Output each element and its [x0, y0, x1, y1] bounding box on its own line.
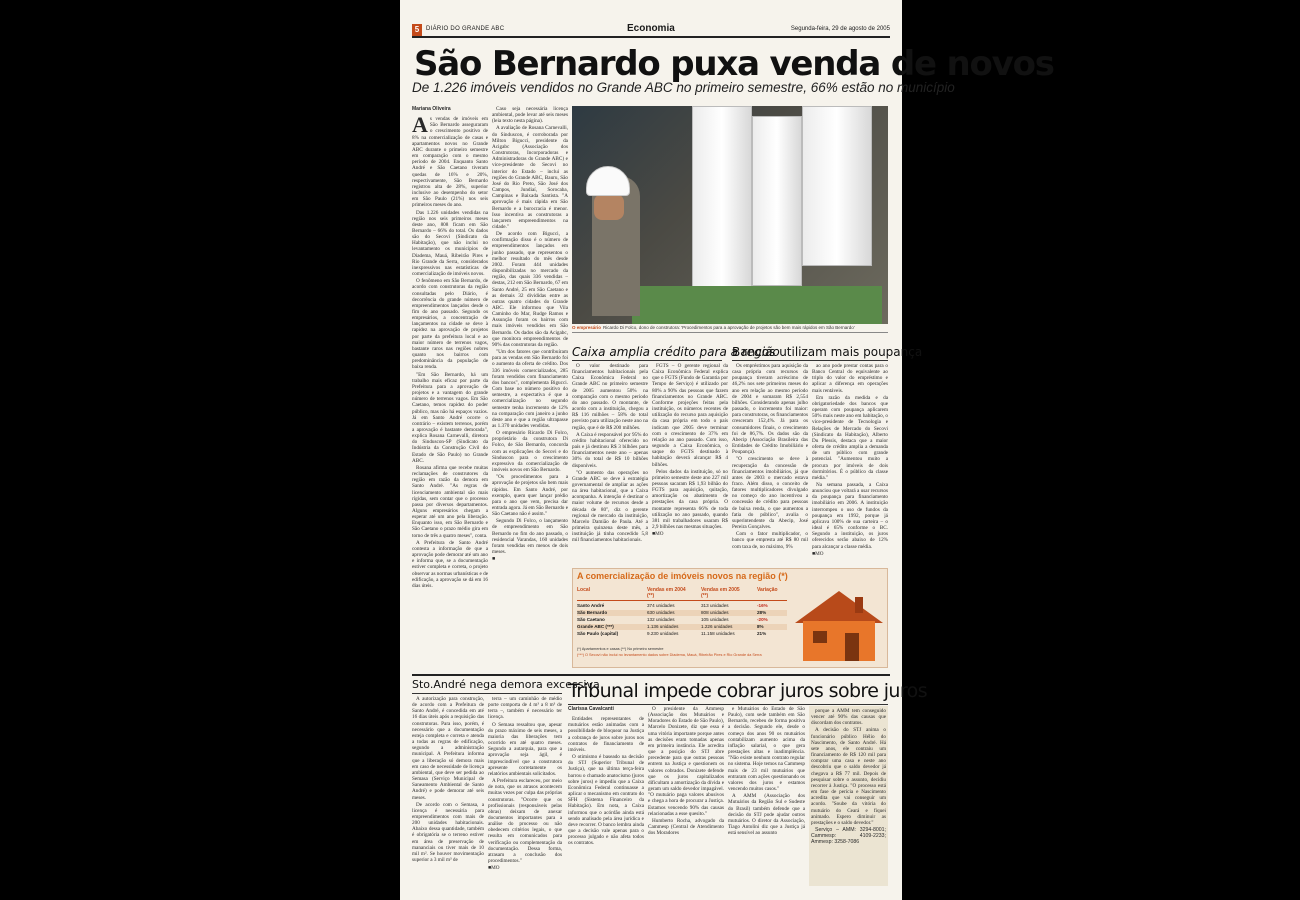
- end-mark: ■MO: [812, 550, 824, 557]
- credit-story-col1: [572, 363, 648, 565]
- santo-andre-paragraph: De acordo com o Semasa, a licença é necessária para empreendimentos com mais de 200 unidades habitacionais. Abaixo dessa quantidade, também é obrigatória se o terreno estiver em área de preservação de mananciais ou tiver mais de 10 mil m². Se houver movimentação superior a 3 mil m³ de: [412, 801, 484, 864]
- row-variation: -16%: [757, 603, 768, 608]
- juros-paragraph: Humberto Rocha, advogado da Cammesp (Central de Atendimento dos Moradores: [648, 817, 724, 837]
- row-value-2005: 105 unidades: [701, 617, 729, 622]
- row-variation: 21%: [757, 631, 767, 636]
- model-tower: [752, 116, 802, 286]
- page-header: [412, 24, 890, 38]
- model-tower: [692, 106, 752, 296]
- end-mark: ■: [492, 556, 496, 563]
- bank-paragraph: Os empréstimos para aquisição da casa própria com recursos da poupança tiveram acréscimo de 46,2% nos sete primeiros meses do ano em relação ao mesmo período de 2004 e somaram R$ 2,554 bilhões. Considerando apenas julho passado, o incremento foi maior: para construtoras, os financiamentos cresceram 152,4%. Já para os consumidores finais, o crescimento foi de 86,7%. Os dados são da Abecip (Associação Brasileira das Entidades de Crédito Imobiliário e Poupança).: [732, 363, 808, 456]
- row-local: São Paulo (capital): [577, 631, 619, 636]
- col-header-variation: Variação: [757, 587, 778, 593]
- juros-byline: Clarissa Cavalcanti: [568, 706, 614, 712]
- caption-rule: [572, 332, 888, 333]
- row-local: São Caetano: [577, 617, 605, 622]
- juros-paragraph: O otimismo é baseado na decisão do STJ (Superior Tribunal de Justiça), que na última terça-feira barrou o chamado anatocismo (juros sobre juros) e impediu que a Caixa Econômica Federal continuasse a aplicar o mecanismo em contrato do SFH (Sistema Financeiro da Habitação). Em nota, a Caixa informou que o acórdão ainda está sendo analisado pela área jurídica e deve recorrer. O banco lembra ainda que a decisão vale apenas para o processo julgado e não afeta todos os contratos.: [568, 754, 644, 847]
- santo-andre-paragraph: O Semasa ressaltou que, apesar do prazo máximo de seis meses, a maioria das liberações tem ocorrido em até quatro meses. Segundo a autarquia, para que a aprovação seja ágil, é imprescindível que a construtora apresente corretamente os relatórios ambientais solicitados.: [488, 721, 562, 777]
- bank-story-title: Bancos utilizam mais poupança: [732, 345, 923, 359]
- santo-andre-rule: [412, 693, 562, 694]
- juros-paragraph: porque a AMM tem conseguido vencer até 90% das causas que discordam dos contratos.: [811, 708, 886, 727]
- main-subheadline: De 1.226 imóveis vendidos no Grande ABC no primeiro semestre, 66% estão no município: [412, 80, 955, 95]
- col-header-local: Local: [577, 587, 591, 593]
- main-byline: Mariana Oliveira: [412, 106, 451, 112]
- juros-paragraph: Entidades representantes de mutuários estão animadas com a possibilidade de bloquear na Justiça a cobrança de juros sobre juros nos contratos de financiamento de imóveis.: [568, 716, 644, 753]
- juros-paragraph: O presidente da Ammesp (Associação dos Mutuários e Moradores do Estado de São Paulo), Marcelo Donizete, diz que essa é uma vitória importante porque antes as decisões eram tomadas apenas em primeira instância. Ele acredita que a posição do STJ abre precedente para que outras pessoas entrem na Justiça e questionem os valores cobrados. Donizete defende que os juros capitalizados dificultam a amortização da dívida e geram um saldo devedor impagável. "O mutuário paga valores abusivos e chega a hora de procurar a Justiça. Estamos vencendo 90% das causas relacionadas a esse quesito.": [648, 706, 724, 817]
- main-paragraph: s vendas de imóveis em São Bernardo asseguraram o crescimento positivo de 8% na comercialização de casas e apartamentos novos no Grande ABC durante o primeiro semestre em comparação com o mesmo período de 2004. Enquanto Santo André e São Caetano tiveram quedas de 16% e 20%, respectivamente, São Bernardo registrou alta de 28%, superior inclusive ao desempenho do setor em São Paulo (21%) nos seis primeiros meses do ano.: [412, 116, 488, 209]
- main-story-col1: [412, 106, 488, 684]
- section-divider: [412, 674, 890, 676]
- santo-andre-title: Sto.André nega demora excessiva: [412, 678, 600, 691]
- main-paragraph: "Em São Bernardo, há um trabalho mais eficaz por parte da Prefeitura para a aprovação de projetos e a vantagem do grande número de terrenos vagos. Em São Caetano, temos rapidez do poder público, mas não há espaços vazios. Já em Santo André ocorre o contrário – existem terrenos, porém a aprovação é bastante demorada", explica Rosana Carnevalli, diretora do Sinduscon-SP (Sindicato da Indústria da Construção Civil do Estado de São Paulo) no Grande ABC.: [412, 371, 488, 464]
- col-header-2004: Vendas em 2004 (**): [647, 587, 686, 599]
- table-row: [577, 631, 787, 637]
- credit-paragraph: Pelos dados da instituição, só no primeiro semestre deste ano 227 mil pessoas sacaram R$ 1,93 bilhão do FGTS para aquisição, quitação, amortização ou abatimento de prestações da casa própria. O montante representa 66% de toda utilização no ano passado, quando 381 mil trabalhadores usaram R$ 2,9 bilhões nas mesmas situações.: [652, 468, 728, 531]
- bank-paragraph: ao ano pode prestar contas para o Banco Central do equivalente ao triplo do valor do empréstimo e aplicar a diferença em operações mais rentáveis.: [812, 363, 888, 394]
- main-paragraph: De acordo com Bigucci, a confirmação disso é o número de empreendimentos lançados em junho passado, que representou o melhor resultado do mês desde 2002. Foram 444 unidades disponibilizadas no mercado da região, das quais 336 vendidas – destas, 212 em São Bernardo, 67 em Santo André, 25 em São Caetano e as demais 32 divididas entre as outras quatro cidades do Grande ABC. Ele informou que Vila Caminho do Mar, Rudge Ramos e Assunção foram os bairros com mais imóveis vendidos em São Bernardo. Os dados são da Acigabc, que monitora empreendimentos de 90% das construtoras da região.: [492, 231, 568, 348]
- person-face: [594, 194, 624, 220]
- credit-paragraph: O valor destinado para financiamentos habitacionais pela Caixa Econômica Federal no Grande ABC no primeiro semestre de 2005 aumentou 50% na comparação com o mesmo período do ano passado. O montante, de acordo com a instituição, chegou a R$ 116 milhões – 58% do total previsto para utilização neste ano na região, que é de R$ 200 milhões.: [572, 363, 648, 431]
- main-paragraph: "Os procedimentos para a aprovação de projetos são bem mais rápidos. Em Santo André, por exemplo, quem quer lançar prédio para o ano que vem, precisa dar entrada agora. Já em São Bernardo e São Caetano não é assim.": [492, 474, 568, 518]
- end-mark: ■MO: [488, 865, 500, 872]
- main-paragraph: A avaliação de Rosana Carnevalli, do Sinduscon, é corroborada por Milton Bigucci, presidente da Acigabc (Associação dos Construtoras, Incorporadoras e Administradoras do Grande ABC) e vice-presidente do Secovi no interior do Estado – inclui as regiões do Grande ABC, Bauru, São José do Rio Preto, São José dos Campos, Jundiaí, Sorocaba, Campinas e Baixada Santista. "A aprovação é mais rápida em São Bernardo e a burocracia é menor. Isso incentiva as construtoras a lançarem empreendimentos na cidade.": [492, 125, 568, 230]
- drop-cap: A: [412, 112, 428, 138]
- row-variation: 8%: [757, 624, 764, 629]
- model-tower: [802, 106, 872, 266]
- row-value-2004: 374 unidades: [647, 603, 675, 608]
- section-name: Economia: [627, 23, 675, 34]
- bank-title-rule: [732, 360, 888, 361]
- table-title: A comercialização de imóveis novos na região (*): [577, 571, 788, 581]
- juros-title: Tribunal impede cobrar juros sobre juros: [568, 680, 927, 702]
- issue-date: Segunda-feira, 29 de agosto de 2005: [790, 26, 890, 32]
- row-value-2004: 132 unidades: [647, 617, 675, 622]
- santo-andre-col2: [488, 696, 562, 890]
- bank-paragraph: Em razão da medida e da obrigatoriedade dos bancos que operam com poupança aplicarem 50% mais neste ano em habitação, o vice-presidente de Tecnologia e Relações de Mercado do Secovi (Sindicato da Habitação), Alberto Du Plessis, destaca que a maior oferta de crédito amplia a demanda de um público com grande potencial. "Aumentou muito a procura por imóveis de dois dormitórios. É o público da classe média.": [812, 394, 888, 481]
- row-local: São Bernardo: [577, 610, 608, 615]
- main-paragraph: Caso seja necessária licença ambiental, pode levar até seis meses (leia texto nesta página).: [492, 106, 568, 125]
- row-value-2005: 11.158 unidades: [701, 631, 735, 636]
- table-header: [577, 587, 787, 601]
- house-window: [813, 631, 827, 643]
- row-value-2005: 808 unidades: [701, 610, 729, 615]
- main-paragraph: A Prefeitura de Santo André contesta a informação de que a aprovação pode demorar até um ano e informa que, se a documentação estiver completa e correta, o projeto observar as normas urbanísticas e de edificação, a aprovação se dá em 16 dias úteis.: [412, 539, 488, 589]
- end-mark: ■MO: [652, 531, 664, 538]
- row-local: Santo André: [577, 603, 605, 608]
- row-variation: -20%: [757, 617, 768, 622]
- bank-story-col1: [732, 363, 808, 565]
- table-note: (*) Apartamentos e casas (**) No primeiro semestre: [577, 647, 664, 651]
- main-story-col2: [492, 106, 568, 670]
- row-value-2005: 313 unidades: [701, 603, 729, 608]
- table-row: [577, 603, 787, 609]
- caption-label: O empresário: [572, 325, 602, 330]
- photo-caption: [572, 325, 888, 330]
- table-row: [577, 624, 787, 630]
- col-header-2005: Vendas em 2005 (**): [701, 587, 740, 599]
- row-value-2004: 1.136 unidades: [647, 624, 679, 629]
- juros-col2: [648, 706, 724, 890]
- bank-paragraph: Com o fator multiplicador, o banco que empresta até R$ 80 mil com taxa de, no máximo, 9%: [732, 531, 808, 550]
- santo-andre-paragraph: A autorização para construção, de acordo com a Prefeitura de Santo André, é concedida em até 16 dias úteis após a requisição das construtoras. Para isso, porém, é necessário que a documentação esteja completa e correta e atenda a todas as regras de edificação, segundo a administração municipal. A Prefeitura informa que a liberação só demora mais em caso de necessidade de licença ambiental, que deve ser pedida ao Semasa (Serviço Municipal de Saneamento Ambiental de Santo André) e pode demorar até seis meses.: [412, 696, 484, 801]
- juros-paragraph: A AMM (Associação dos Mutuários da Região Sul e Sudeste do Brasil) também defende que a decisão do STJ pode ajudar outros mutuários. O diretor da Associação, Tiago Antolini diz que a Justiça já está sensível ao assunto: [728, 793, 805, 837]
- juros-rule: [568, 704, 888, 705]
- page-number: 5: [412, 24, 422, 36]
- sales-table-box: [572, 568, 888, 668]
- main-paragraph: O empresário Ricardo Di Folco, proprietário da construtora Di Folco, de São Bernardo, concorda com as explicações do Secovi e do Sinduscon para o crescimento expressivo da comercialização de imóveis novos em São Bernardo.: [492, 430, 568, 474]
- main-paragraph: O fenômeno em São Bernardo, de acordo com construtoras da região consultadas pelo Diário, é decorrência do grande número de empreendimentos lançados desde o fim do ano passado. Segundo os empresários, a concentração de lançamentos na cidade se deve à rapidez na aprovação de projetos por parte da prefeitura local e ao maior número de terrenos vagos, bastante raros nas regiões nobres quanto nos bairros com predominância da população de baixa renda.: [412, 278, 488, 371]
- house-roof: [795, 591, 883, 623]
- juros-col4: [811, 708, 886, 888]
- paper-name: DIÁRIO DO GRANDE ABC: [426, 26, 505, 32]
- table-row: [577, 610, 787, 616]
- table-row: [577, 617, 787, 623]
- house-chimney: [855, 597, 863, 613]
- row-variation: 28%: [757, 610, 767, 615]
- bank-paragraph: "O crescimento se deve à recuperação da concessão de financiamentos imobiliários, já que antes de 2003 o mercado estava fraco. Além disso, o conceito de fatores multiplicadores divulgado no começo do ano incentivou a concessão de crédito para pessoas de baixa renda, o que aumentou a fatia do público", avalia o superintendente da Abecip, José Pereira Gonçalves.: [732, 456, 808, 531]
- newspaper-page: [400, 0, 1054, 900]
- credit-paragraph: A Caixa é responsável por 95% do crédito habitacional oferecido no país e já destinou R$ 3 bilhões para financiamentos neste ano – apenas 30% do total de R$ 10 bilhões disponíveis.: [572, 431, 648, 469]
- hard-hat: [586, 166, 630, 196]
- model-base: [632, 286, 882, 324]
- juros-col3: [728, 706, 805, 890]
- juros-paragraph: e Mutuários do Estado de São Paulo), com sede também em São Bernardo, recebeu de forma positiva a decisão. Segundo ele, desde o começo dos anos 90 os mutuários contabilizam aumento acima da inflação salarial, o que gera prestações altas e inadimplência. "Não existe nenhum contrato regular no sistema. Hoje temos na Cammesp mais de 23 mil mutuários que entraram com ações questionando os valores dos juros e estamos vencendo muitos casos.": [728, 706, 805, 793]
- juros-col1: [568, 706, 644, 890]
- table-notes: [577, 647, 877, 658]
- credit-paragraph: FGTS – O gerente regional da Caixa Econômica Federal explica que o FGTS (Fundo de Garantia por Tempo de Serviço) é utilizado por 80% a 90% das pessoas que fazem financiamentos no Grande ABC. Conforme projeções feitas pela instituição, os números recentes de utilização do recurso para aquisição da casa própria em todo o país indicam que 2005 deve terminar com o crescimento de 37% em relação ao ano passado. Com isso, segundo a Caixa Econômica, o saque do FGTS destinado à habitação deverá alcançar R$ 4 bilhões.: [652, 363, 728, 468]
- bank-story-col2: [812, 363, 888, 565]
- photo-building-model: [572, 106, 888, 324]
- row-local: Grande ABC (***): [577, 624, 614, 629]
- caption-text: Ricardo Di Folco, dono de construtora: 'Procedimentos para a aprovação de projetos são bem mais rápidos em São Bernardo': [603, 325, 855, 330]
- main-paragraph: Das 1.226 unidades vendidas na região nos seis primeiros meses deste ano, 808 ficam em São Bernardo – 66% do total. Os dados são do Secovi (Sindicato da Habitação), que não inclui no levantamento os municípios de Diadema, Mauá, Ribeirão Pires e Rio Grande da Serra, considerados inexpressivos nas estatísticas de comercialização de imóveis novos.: [412, 209, 488, 278]
- santo-andre-paragraph: terra – um caminhão de médio porte comporta de 4 m³ a 8 m³ de terra –, também é necessário ter licença.: [488, 696, 562, 721]
- credit-paragraph: "O aumento das operações no Grande ABC se deve à estratégia governamental de ampliar as ações na área habitacional, que a Caixa acompanha. A intenção é destinar o maior volume de recursos desde a década de 80", diz o gerente regional de mercado da instituição, Marcelo Damião de Paula. Até a primeira quinzena deste mês, a instituição já tinha concedido 5,8 mil financiamentos habitacionais.: [572, 469, 648, 544]
- main-paragraph: "Um dos fatores que contribuíram para as vendas em São Bernardo foi o aumento da oferta de crédito. Dos 336 imóveis comercializados, 285 foram vendidos com financiamento dos bancos", complementa Bigucci. Com base no número positivo do semestre, a expectativa é que a comercialização no segundo semestre tenha incremento de 12% na comparação com janeiro a junho deste ano e que a região ultrapasse as 1.370 unidades vendidas.: [492, 349, 568, 429]
- credit-story-title: Caixa amplia crédito para a região: [572, 345, 780, 359]
- juros-service-info: Serviço – AMM: 3294-8001; Cammesp: 4109-2233; Ammesp: 3258-7086: [811, 826, 886, 846]
- santo-andre-paragraph: A Prefeitura esclareceu, por meio de nota, que os atrasos acontecem muitas vezes por culpa das próprias construtoras. "Ocorre que os profissionais (responsáveis pelas obras) deixam de anexar documentos importantes para a análise do processo ou não obedecem critérios legais, o que resulta em comunicados para verificação ou complementação da documentação. Dessa forma, atrasam a conclusão dos procedimentos.": [488, 778, 562, 865]
- table-note: (***) O Secovi não inclui no levantamento dados sobre Diadema, Mauá, Ribeirão Pires e Rio Grande da Serra: [577, 652, 762, 657]
- santo-andre-col1: [412, 696, 484, 890]
- row-value-2005: 1.226 unidades: [701, 624, 733, 629]
- row-value-2004: 9.230 unidades: [647, 631, 679, 636]
- credit-story-col2: [652, 363, 728, 565]
- main-headline: São Bernardo puxa venda de novos: [414, 44, 1054, 84]
- main-paragraph: Segundo Di Folco, o lançamento de empreendimento em São Bernardo no fim do ano passado, o residencial Varandas, 160 unidades foram vendidas em menos de dois meses.: [492, 518, 568, 556]
- row-value-2004: 630 unidades: [647, 610, 675, 615]
- credit-title-rule: [572, 360, 722, 361]
- bank-paragraph: Na semana passada, a Caixa anunciou que voltará a usar recursos da poupança para financiamento imobiliário em 2006. A instituição interrompeu o uso de fundos da poupança em 1992, porque já aplicava 100% de sua carteira – o ideal é 65% conforme o BC. Segundo a instituição, os juros oferecidos serão abaixo de 12% para alcançar a classe média.: [812, 481, 888, 550]
- juros-paragraph: A decisão do STJ anima o funcionário público Hélio do Nascimento, de Santo André. Há sete anos, ele contraiu um financiamento de R$ 120 mil para comprar uma casa e neste ano descobriu que o saldo devedor já chegava a R$ 77 mil. Depois de pesquisar sobre o assunto, decidiu recorrer à Justiça. "O processo está em fase de perícia e Nascimento acredita que vai conseguir um acordo. "Soube da vitória do mutuário do Ceará e fiquei animado. Espero diminuir as prestações e o saldo devedor.": [811, 727, 886, 826]
- main-paragraph: Rosana afirma que recebe muitas reclamações de construtores da região em razão da demora em Santo André. "As regras de licenciamento ambiental são mais rígidas, sem contar que o processo passa por diversos departamentos. Alguns empresários chegam a esperar até um ano pela liberação. Enquanto isso, em São Bernardo e São Caetano o prazo médio gira em torno de três a quatro meses", conta.: [412, 464, 488, 539]
